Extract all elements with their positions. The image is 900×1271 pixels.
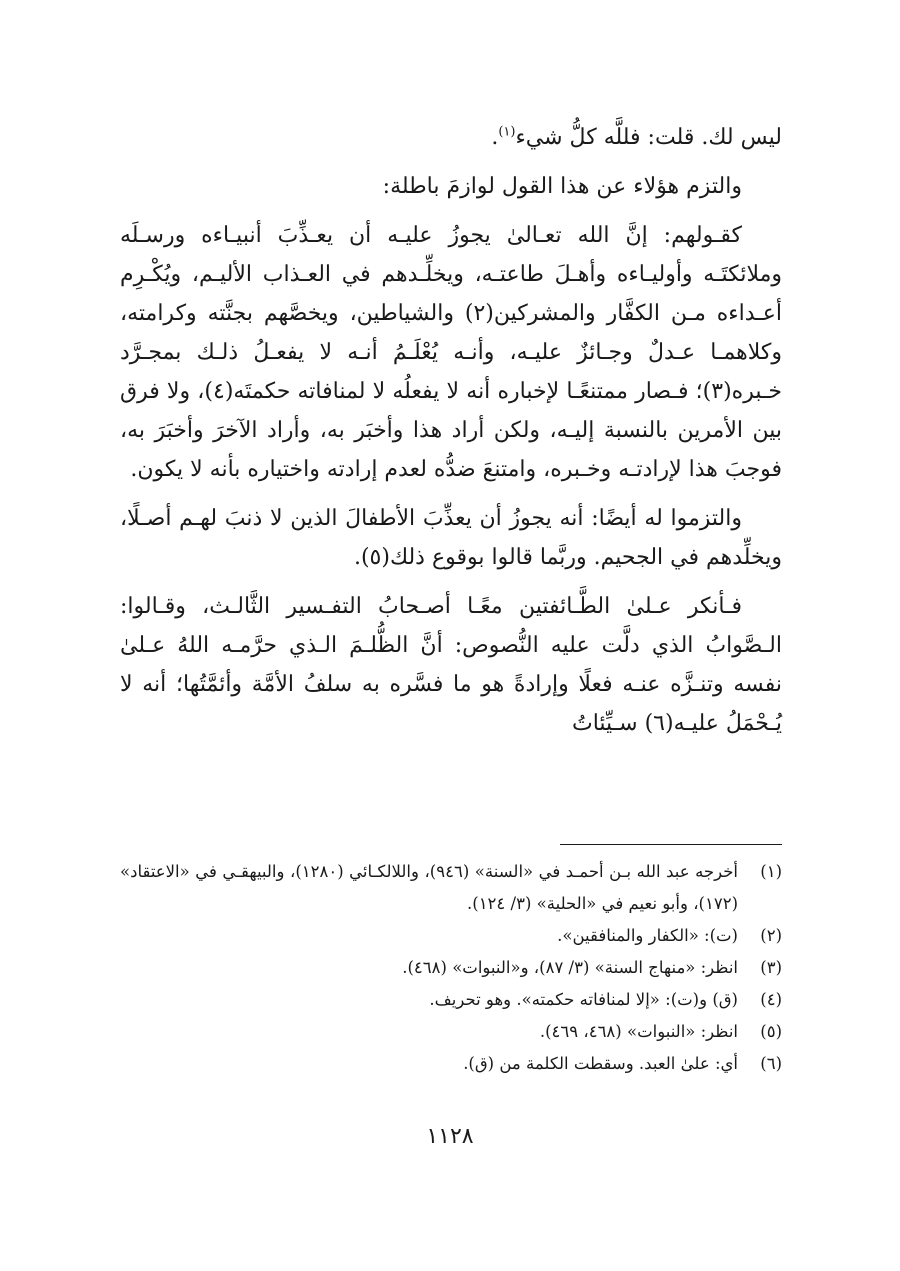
footnote-number: (٤): [760, 990, 782, 1009]
paragraph-1: ليس لك. قلت: فللَّه كلُّ شيء$^{(١)}$.: [491, 124, 782, 150]
footnote-4: [120, 984, 782, 1016]
footnote-separator: [560, 844, 782, 845]
footnote-6: [120, 1048, 782, 1080]
footnote-1: [120, 856, 782, 920]
footnote-text: (ق) و(ت): «إلا لمنافاته حكمته». وهو تحريف.: [429, 990, 738, 1009]
footnote-number: (٣): [760, 958, 782, 977]
footnote-ref-1: (١): [498, 124, 516, 140]
footnote-text: أخرجه عبد الله بـن أحمـد في «السنة» (٩٤٦)، واللالكـائي (١٢٨٠)، والبيهقـي في «الاعتقاد» (١٧٢)، وأبو نعيم في «الحلية» (٣/ ١٢٤).: [120, 862, 739, 913]
paragraph-4: والتزموا له أيضًا: أنه يجوزُ أن يعذِّبَ الأطفالَ الذين لا ذنبَ لهـم أصـلًا، ويخلِّدهم في الجحيم. وربَّما قالوا بوقوع ذلك(٥).: [120, 506, 782, 570]
footnote-number: (٥): [760, 1022, 782, 1041]
paragraph-2: والتزم هؤلاء عن هذا القول لوازمَ باطلة:: [382, 174, 742, 199]
footnotes: [120, 856, 782, 1080]
paragraph-3: كقـولهم: إنَّ الله تعـالىٰ يجوزُ عليـه أن يعـذِّبَ أنبيـاءه ورسـلَه وملائكتَـه وأوليـاءه وأهـلَ طاعتـه، ويخلِّـدهم في العـذاب الأليـم، ويُكْـرِم أعـداءه مـن الكفَّار والمشركين(٢) والشياطين، ويخصَّهم بجنَّته وكرامته، وكلاهمـا عـدلٌ وجـائزٌ عليـه، وأنـه يُعْلَـمُ أنـه لا يفعـلُ ذلـك بمجـرَّد خـبره(٣)؛ فـصار ممتنعًـا لإخباره أنه لا يفعلُه لا لمنافاته حكمتَه(٤)، ولا فرق بين الأمرين بالنسبة إليـه، ولكن أراد هذا وأخبَر به، وأراد الآخرَ وأخبَرَ به، فوجبَ هذا لإرادتـه وخـبره، وامتنعَ ضدُّه لعدم إرادته واختياره بأنه لا يكون.: [120, 223, 783, 482]
footnote-3: [120, 952, 782, 984]
footnote-number: (١): [760, 862, 782, 881]
footnote-number: (٦): [760, 1054, 782, 1073]
footnote-5: [120, 1016, 782, 1048]
footnote-text: أي: علىٰ العبد. وسقطت الكلمة من (ق).: [463, 1054, 738, 1073]
footnote-text: انظر: «منهاج السنة» (٣/ ٨٧)، و«النبوات» (٤٦٨).: [402, 958, 738, 977]
main-text: [120, 118, 782, 753]
footnote-text: (ت): «الكفار والمنافقين».: [557, 926, 738, 945]
footnote-number: (٢): [760, 926, 782, 945]
page-number: ١١٢٨: [426, 1124, 474, 1149]
footnote-text: انظر: «النبوات» (٤٦٨، ٤٦٩).: [539, 1022, 738, 1041]
paragraph-5: فـأنكر عـلىٰ الطَّـائفتين معًـا أصـحابُ التفـسير الثَّالـث، وقـالوا: الـصَّوابُ الذي دلَّت عليه النُّصوص: أنَّ الظُّلـمَ الـذي حرَّمـه اللهُ عـلىٰ نفسه وتنـزَّه عنـه فعلًا وإرادةً هو ما فسَّره به سلفُ الأمَّة وأئمَّتُها؛ أنه لا يُـحْمَلُ عليـه(٦) سـيِّئاتُ: [120, 594, 782, 736]
footnote-2: [120, 920, 782, 952]
